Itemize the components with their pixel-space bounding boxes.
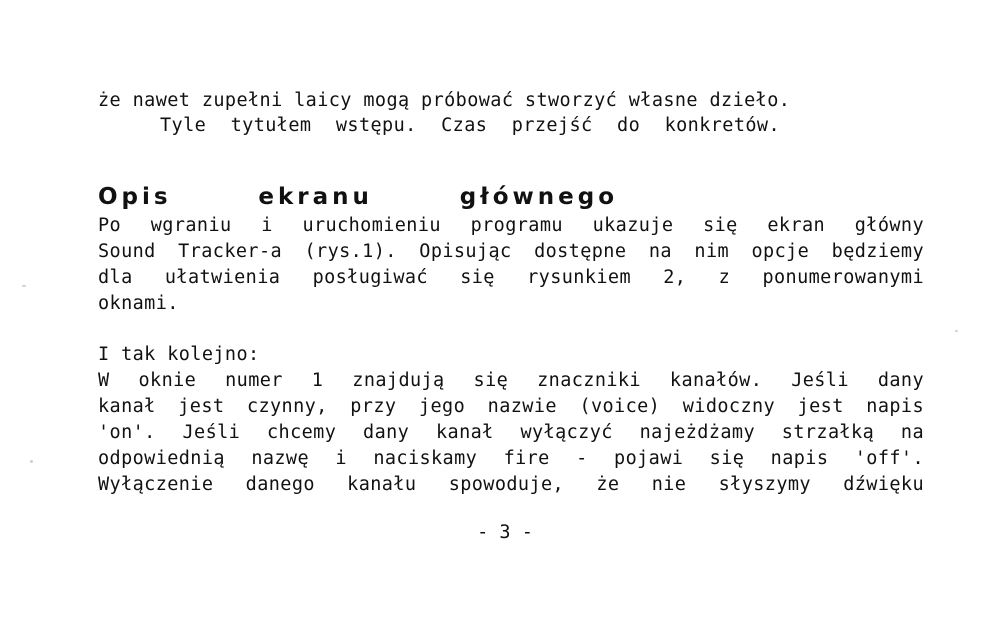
- page-number: - 3 -: [477, 522, 533, 543]
- paragraph1-line-2: Sound Tracker-a (rys.1). Opisując dostępne na nim opcje będziemy: [98, 241, 924, 262]
- section-heading: Opis ekranu głównego: [98, 184, 618, 210]
- intro-line-1: że nawet zupełni laicy mogą próbować stworzyć własne dzieło.: [98, 90, 791, 111]
- paragraph1-line-3: dla ułatwienia posługiwać się rysunkiem 2, z ponumerowanymi: [98, 267, 924, 288]
- paragraph3-line-4: odpowiednią nazwę i naciskamy fire - pojawi się napis 'off'.: [98, 448, 924, 469]
- scan-speck: [30, 460, 33, 463]
- scan-speck: [22, 285, 26, 287]
- paragraph1-line-4: oknami.: [98, 293, 179, 314]
- paragraph3-line-2: kanał jest czynny, przy jego nazwie (voice) widoczny jest napis: [98, 396, 924, 417]
- paragraph1-line-1: Po wgraniu i uruchomieniu programu ukazuje się ekran główny: [98, 215, 924, 236]
- paragraph3-line-5: Wyłączenie danego kanału spowoduje, że nie słyszymy dźwięku: [98, 474, 924, 495]
- intro-line-2: Tyle tytułem wstępu. Czas przejść do konkretów.: [160, 115, 780, 136]
- paragraph2-intro: I tak kolejno:: [98, 344, 260, 365]
- paragraph3-line-1: W oknie numer 1 znajdują się znaczniki kanałów. Jeśli dany: [98, 370, 924, 391]
- paragraph3-line-3: 'on'. Jeśli chcemy dany kanał wyłączyć najeżdżamy strzałką na: [98, 422, 924, 443]
- scan-speck: [955, 330, 958, 332]
